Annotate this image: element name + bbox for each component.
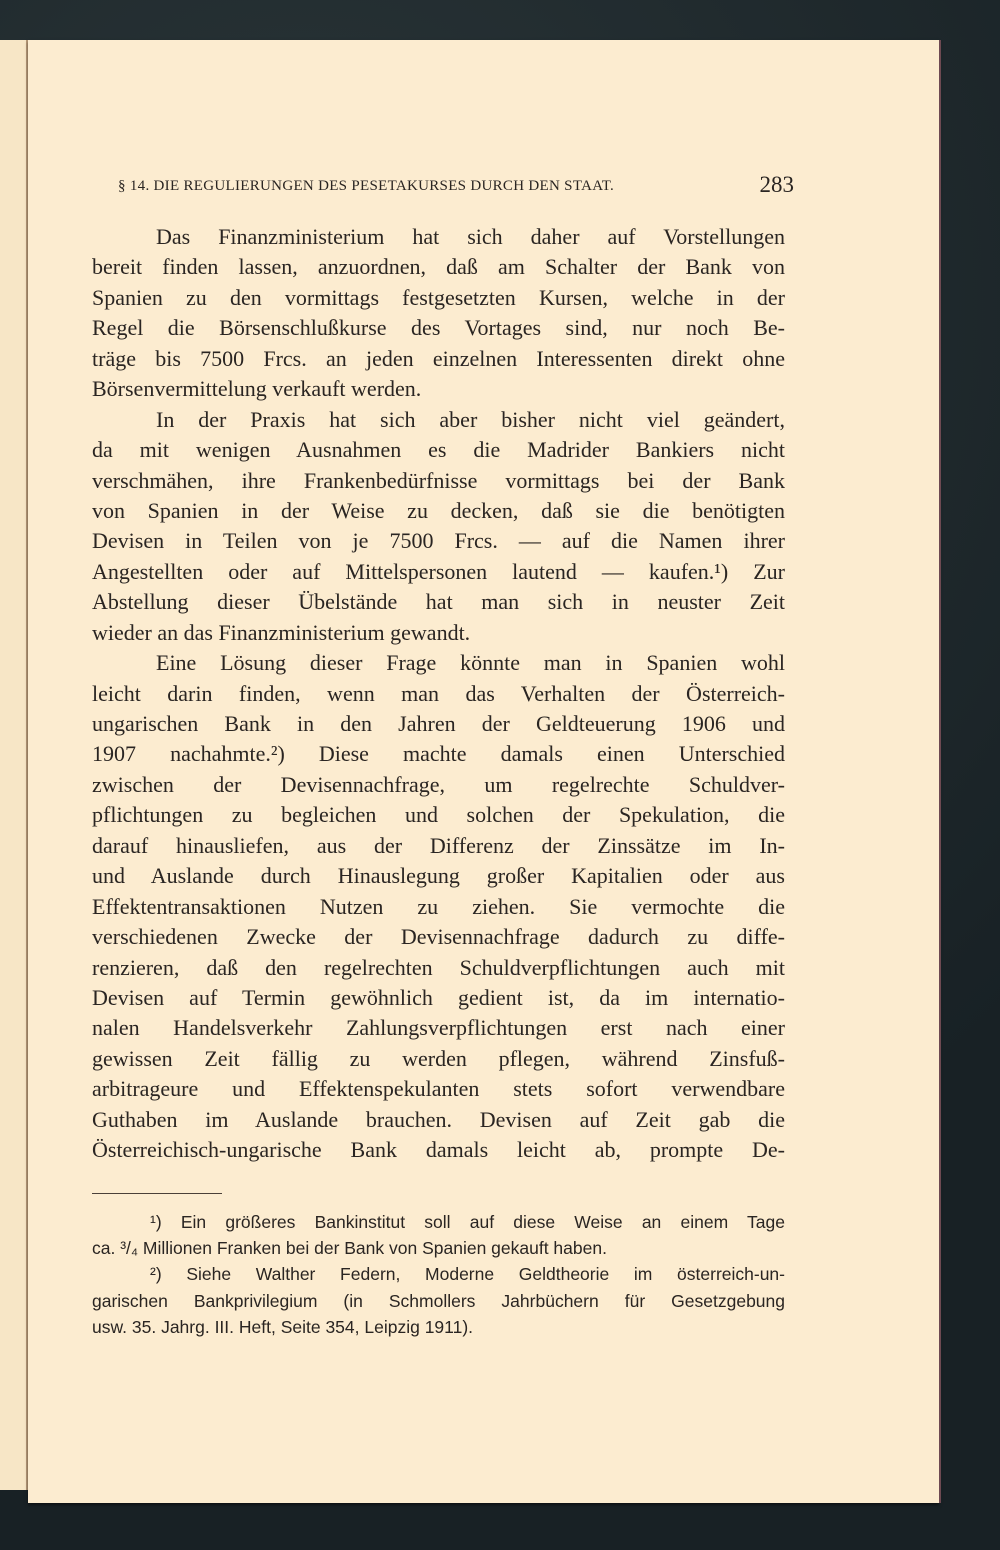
text-line: pflichtungen zu begleichen und solchen der Spekulation, die bbox=[92, 802, 785, 828]
text-line: wieder an das Finanzministerium gewandt. bbox=[92, 619, 471, 645]
footnote-line: ²) Siehe Walther Federn, Moderne Geldtheorie im österreich-un- bbox=[150, 1264, 785, 1285]
text-line: nalen Handelsverkehr Zahlungsverpflichtungen erst nach einer bbox=[92, 1015, 785, 1041]
text-line: gewissen Zeit fällig zu werden pflegen, während Zinsfuß- bbox=[92, 1045, 785, 1071]
footnote-line: ca. ³/₄ Millionen Franken bei der Bank von Spanien gekauft haben. bbox=[92, 1238, 607, 1259]
footnote-separator bbox=[92, 1193, 222, 1194]
footnote-line: usw. 35. Jahrg. III. Heft, Seite 354, Leipzig 1911). bbox=[92, 1316, 474, 1337]
text-line: da mit wenigen Ausnahmen es die Madrider Bankiers nicht bbox=[92, 437, 785, 463]
text-line: Österreichisch-ungarische Bank damals leicht ab, prompte De- bbox=[92, 1137, 785, 1163]
text-line: Das Finanzministerium hat sich daher auf Vorstellungen bbox=[156, 224, 785, 249]
body-text bbox=[92, 222, 785, 1166]
footnote-line: ¹) Ein größeres Bankinstitut soll auf diese Weise an einem Tage bbox=[150, 1212, 785, 1232]
running-header bbox=[118, 172, 794, 198]
text-line: Abstellung dieser Übelstände hat man sich in neuster Zeit bbox=[92, 589, 785, 615]
text-line: Angestellten oder auf Mittelspersonen lautend — kaufen.¹) Zur bbox=[92, 558, 785, 584]
text-line: arbitrageure und Effektenspekulanten stets sofort verwendbare bbox=[92, 1076, 785, 1102]
text-line: bereit finden lassen, anzuordnen, daß am Schalter der Bank von bbox=[92, 254, 785, 280]
text-line: Eine Lösung dieser Frage könnte man in Spanien wohl bbox=[156, 650, 785, 676]
text-line: Spanien zu den vormittags festgesetzten Kursen, welche in der bbox=[92, 284, 785, 310]
text-line: Devisen auf Termin gewöhnlich gedient ist, da im internatio- bbox=[92, 984, 785, 1010]
footnote-line: garischen Bankprivilegium (in Schmollers Jahrbüchern für Gesetzgebung bbox=[92, 1290, 785, 1311]
text-line: von Spanien in der Weise zu decken, daß sie die benötigten bbox=[92, 497, 785, 523]
text-line: träge bis 7500 Frcs. an jeden einzelnen Interessenten direkt ohne bbox=[92, 345, 785, 371]
text-line: Börsenvermittelung verkauft werden. bbox=[92, 376, 422, 402]
text-line: und Auslande durch Hinauslegung großer Kapitalien oder aus bbox=[92, 863, 785, 889]
text-line: ungarischen Bank in den Jahren der Geldteuerung 1906 und bbox=[92, 711, 785, 736]
text-line: verschmähen, ihre Frankenbedürfnisse vormittags bei der Bank bbox=[92, 467, 785, 493]
text-line: Effektentransaktionen Nutzen zu ziehen. Sie vermochte die bbox=[92, 893, 785, 919]
text-line: zwischen der Devisennachfrage, um regelrechte Schuldver- bbox=[92, 771, 785, 797]
text-line: 1907 nachahmte.²) Diese machte damals einen Unterschied bbox=[92, 741, 785, 767]
text-line: In der Praxis hat sich aber bisher nicht viel geändert, bbox=[156, 406, 785, 432]
text-line: leicht darin finden, wenn man das Verhalten der Österreich- bbox=[92, 680, 785, 706]
previous-page-edge bbox=[0, 40, 28, 1490]
page-number: 283 bbox=[759, 172, 794, 197]
text-line: verschiedenen Zwecke der Devisennachfrage dadurch zu diffe- bbox=[92, 924, 785, 950]
text-line: darauf hinausliefen, aus der Differenz der Zinssätze im In- bbox=[92, 832, 785, 858]
text-line: renzieren, daß den regelrechten Schuldverpflichtungen auch mit bbox=[92, 954, 785, 980]
running-title: § 14. DIE REGULIERUNGEN DES PESETAKURSES DURCH DEN STAAT. bbox=[118, 178, 615, 194]
footnotes bbox=[92, 1209, 785, 1340]
text-line: Devisen in Teilen von je 7500 Frcs. — auf die Namen ihrer bbox=[92, 528, 785, 554]
text-line: Guthaben im Auslande brauchen. Devisen auf Zeit gab die bbox=[92, 1106, 785, 1132]
text-line: Regel die Börsenschlußkurse des Vortages sind, nur noch Be- bbox=[92, 315, 785, 341]
